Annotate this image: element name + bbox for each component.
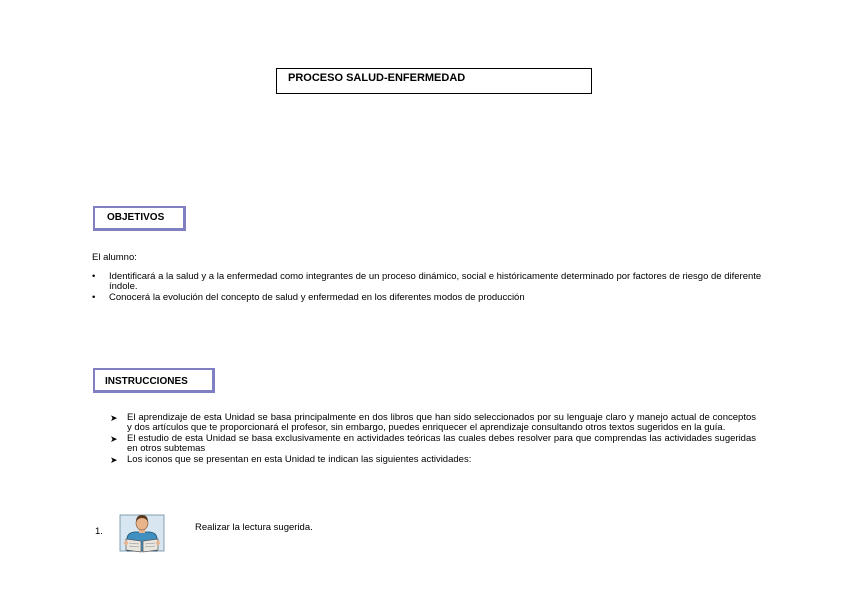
instruccion-text: El aprendizaje de esta Unidad se basa principalmente en dos libros que han sido seleccionados por su lenguaje claro y manejo actual de conceptos y dos artículos que te proporcionará el profesor, sin embargo, puedes enriquecer el aprendizaje consultando otros textos sugeridos en la guía.: [127, 412, 756, 433]
person-reading-icon: [118, 513, 166, 553]
objetivo-text: Conocerá la evolución del concepto de salud y enfermedad en los diferentes modos de producción: [109, 292, 525, 303]
arrow-bullet-icon: ➤: [110, 434, 118, 444]
objetivo-text: Identificará a la salud y a la enfermedad como integrantes de un proceso dinámico, social e históricamente determinado por factores de riesgo de diferente índole.: [109, 271, 762, 292]
instruccion-item: [110, 413, 756, 433]
arrow-bullet-icon: ➤: [110, 413, 118, 423]
document-title: PROCESO SALUD-ENFERMEDAD: [276, 68, 592, 94]
instruccion-text: El estudio de esta Unidad se basa exclusivamente en actividades teóricas las cuales debes resolver para que comprendas las actividades sugeridas en otros subtemas: [127, 433, 756, 454]
instruccion-item: [110, 455, 756, 465]
objetivo-item: [92, 272, 772, 292]
instrucciones-list: [110, 413, 756, 466]
objetivos-intro: El alumno:: [92, 252, 137, 263]
activity-label: Realizar la lectura sugerida.: [195, 522, 313, 533]
instruccion-text: Los iconos que se presentan en esta Unidad te indican las siguientes actividades:: [127, 454, 472, 465]
objetivos-heading: OBJETIVOS: [93, 206, 186, 231]
activity-number: 1.: [95, 526, 103, 537]
objetivo-item: [92, 293, 772, 303]
bullet-marker: •: [92, 292, 96, 303]
instrucciones-heading: INSTRUCCIONES: [93, 368, 215, 393]
objetivos-list: [92, 272, 772, 304]
instruccion-item: [110, 434, 756, 454]
bullet-marker: •: [92, 271, 96, 282]
arrow-bullet-icon: ➤: [110, 455, 118, 465]
